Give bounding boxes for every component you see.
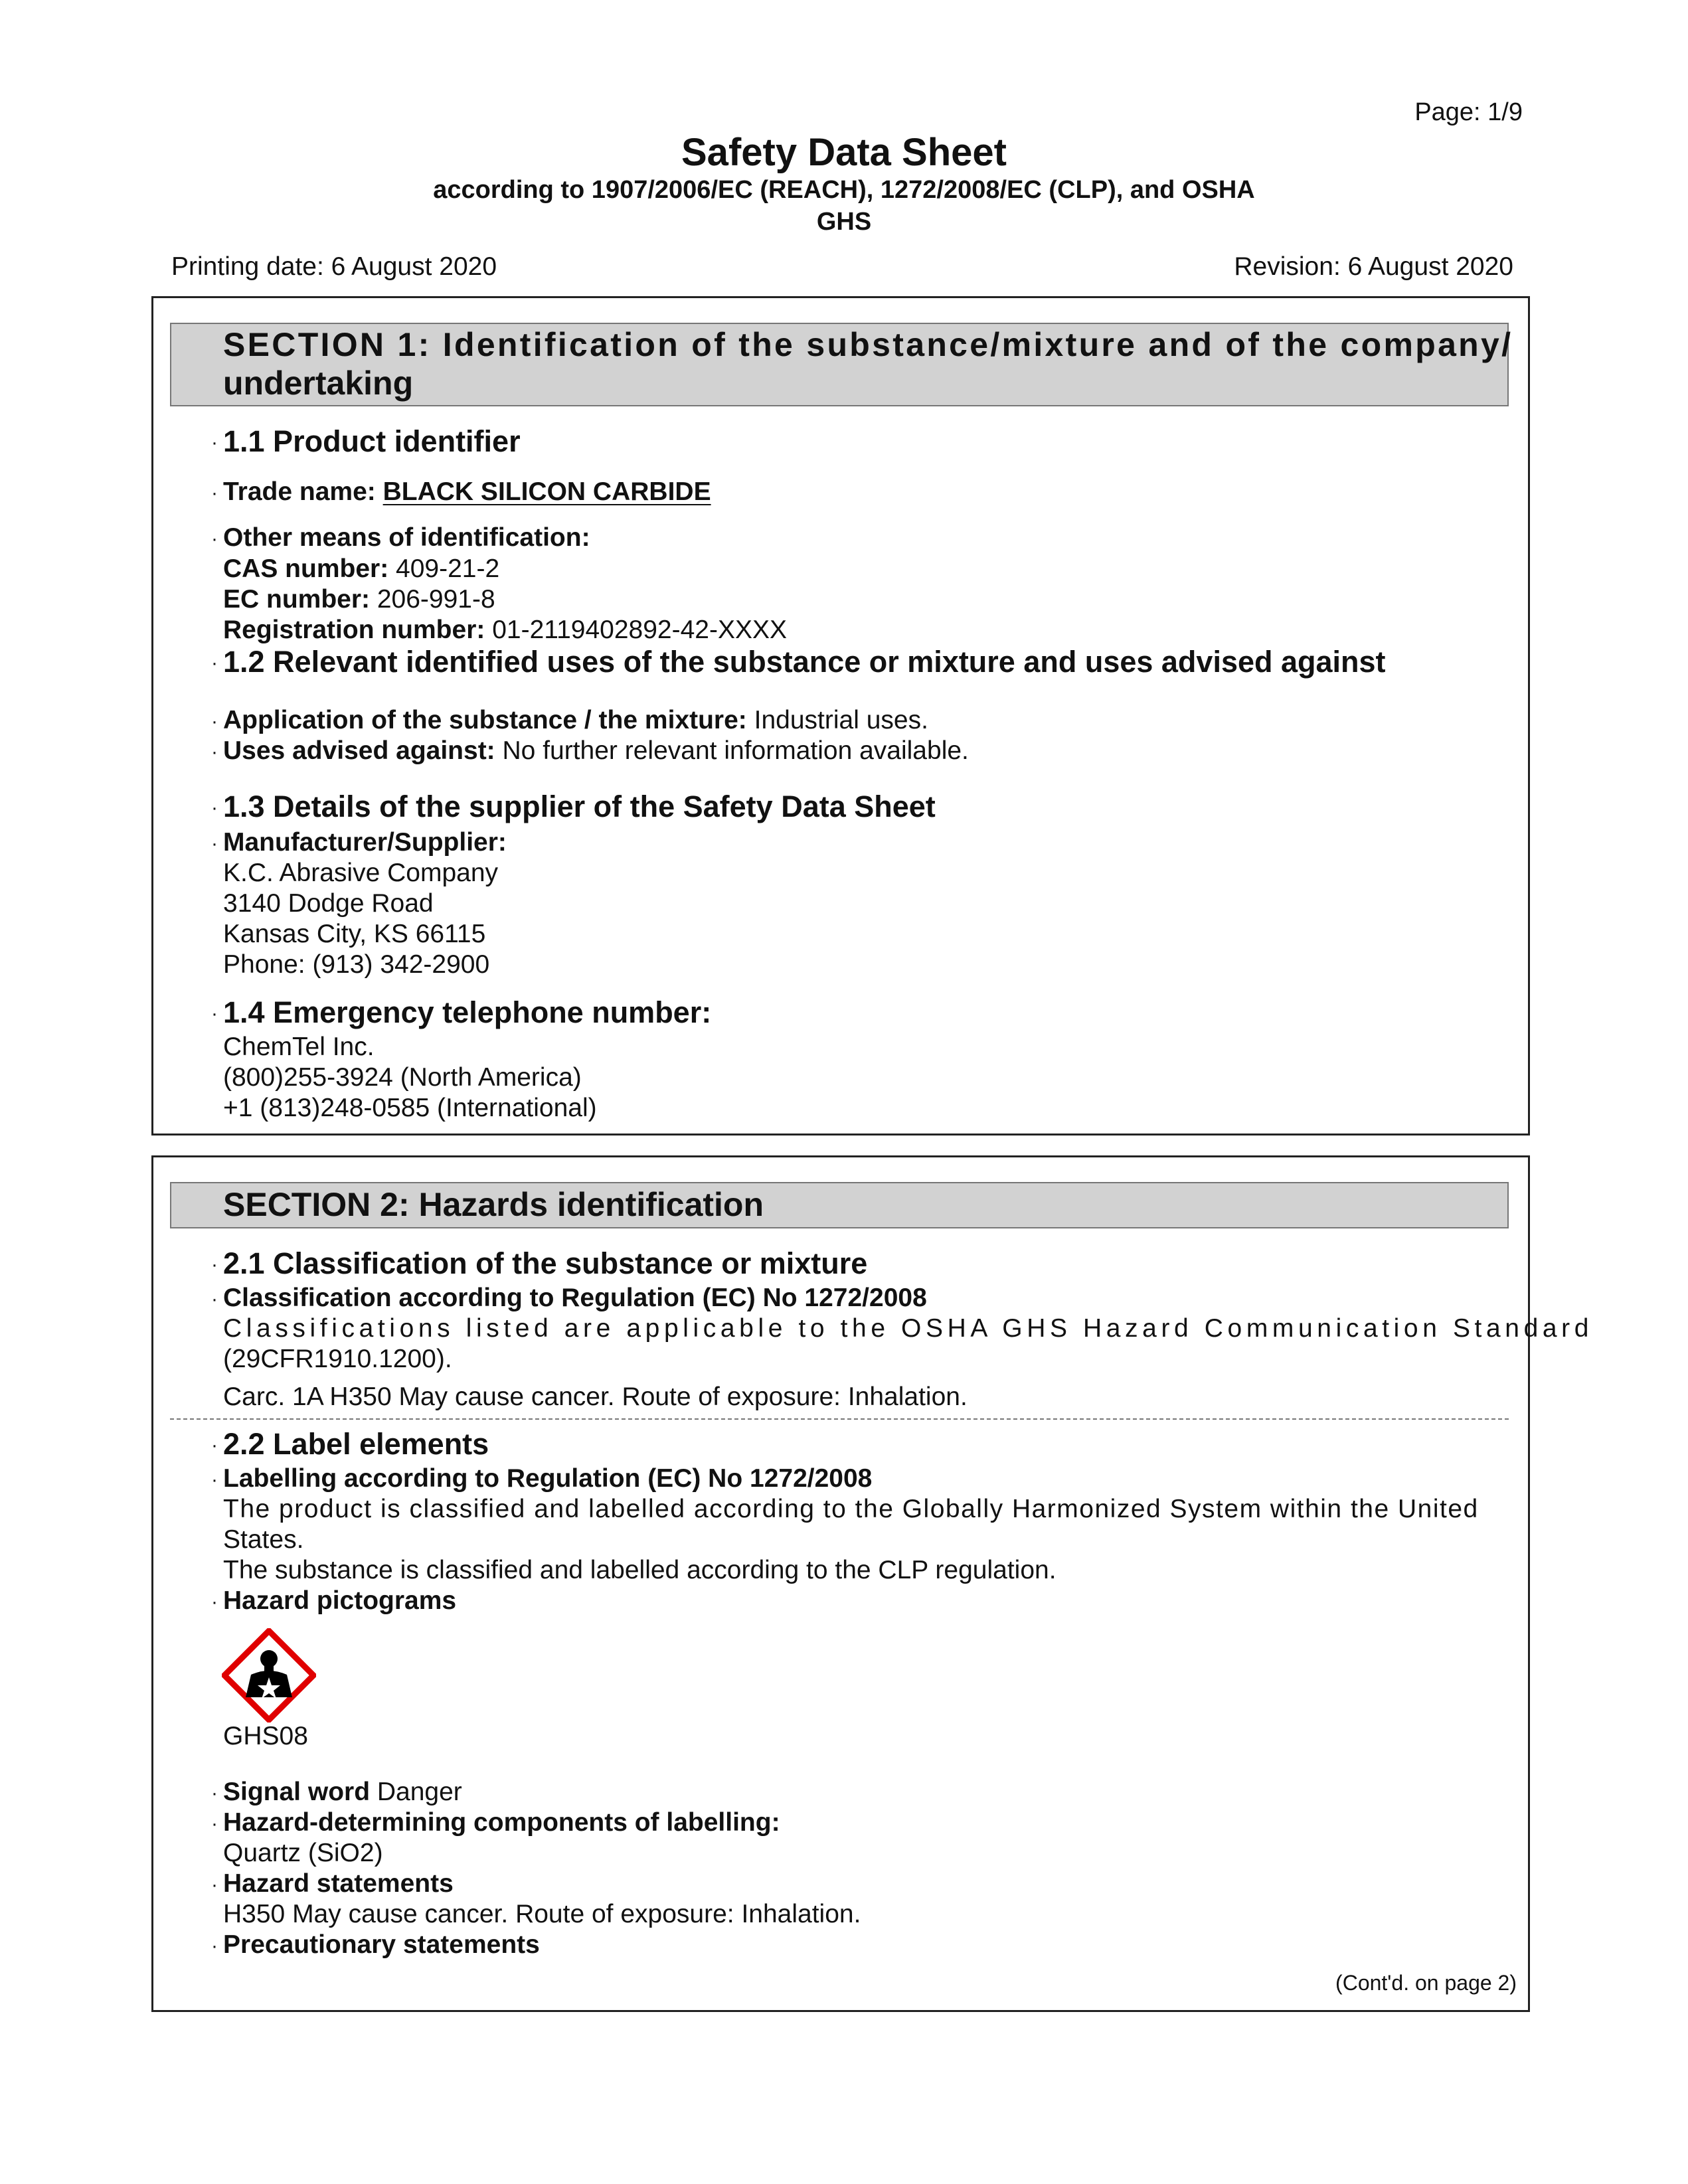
classification-label: Classification according to Regulation (EC) No 1272/2008 [223,1284,927,1312]
uses-advised-label: Uses advised against: [223,736,495,765]
revision-date: Revision: 6 August 2020 [1234,252,1513,281]
bullet-dot: · [211,1874,218,1896]
supplier-line: Kansas City, KS 66115 [223,920,486,948]
signal-word-label: Signal word [223,1778,371,1806]
bullet-dot: · [211,652,218,674]
other-means-label: Other means of identification: [223,523,590,552]
signal-word-row [223,1777,462,1807]
cas-row [223,554,499,584]
supplier-line: K.C. Abrasive Company [223,859,499,887]
document-subtitle [0,174,1688,238]
heading-2-2: 2.2 Label elements [223,1427,489,1461]
signal-word-value: Danger [377,1778,462,1806]
manufacturer-label: Manufacturer/Supplier: [223,828,507,857]
hazard-statements-label: Hazard statements [223,1869,454,1898]
ec-value: 206-991-8 [377,585,495,614]
health-hazard-icon [222,1628,316,1722]
ec-row [223,584,495,615]
bullet-dot: · [211,1003,218,1025]
labelling-line-1: The product is classified and labelled according to the Globally Harmonized System within the United [223,1495,1479,1523]
cas-value: 409-21-2 [396,554,500,583]
application-row [223,705,928,736]
emergency-line: (800)255-3924 (North America) [223,1063,582,1092]
bullet-dot: · [211,1813,218,1835]
emergency-line: ChemTel Inc. [223,1033,375,1061]
components-label: Hazard-determining components of labelling: [223,1808,780,1837]
section-1-title-line-1: SECTION 1: Identification of the substance/mixture and of the company/ [223,326,1513,363]
bullet-dot: · [211,1469,218,1491]
registration-row [223,615,787,645]
subtitle-line-2: GHS [816,208,872,236]
bullet-dot: · [211,797,218,819]
precautionary-label: Precautionary statements [223,1930,540,1959]
section-1-title-line-2: undertaking [223,365,414,402]
heading-2-1: 2.1 Classification of the substance or mixture [223,1246,868,1280]
subtitle-line-1: according to 1907/2006/EC (REACH), 1272/2008/EC (CLP), and OSHA [433,176,1255,204]
bullet-dot: · [211,711,218,732]
document-title: Safety Data Sheet [681,131,1007,174]
printing-date: Printing date: 6 August 2020 [171,252,497,281]
pictogram-code: GHS08 [223,1722,308,1750]
bullet-dot: · [211,1288,218,1310]
page-number: Page: 1/9 [1414,98,1523,126]
application-value: Industrial uses. [754,706,928,734]
bullet-dot: · [211,528,218,550]
labelling-line-3: The substance is classified and labelled according to the CLP regulation. [223,1556,1056,1584]
cas-label: CAS number: [223,554,389,583]
labelling-line-2: States. [223,1525,304,1554]
trade-name-value: BLACK SILICON CARBIDE [382,477,711,506]
uses-advised-value: No further relevant information available. [502,736,969,765]
heading-1-2: 1.2 Relevant identified uses of the substance or mixture and uses advised against [223,645,1386,679]
continued-note: (Cont'd. on page 2) [1335,1971,1517,1995]
trade-name-label: Trade name: [223,477,376,506]
carc-classification: Carc. 1A H350 May cause cancer. Route of exposure: Inhalation. [223,1383,968,1411]
classification-line-1: Classifications listed are applicable to the OSHA GHS Hazard Communication Standard [223,1314,1594,1343]
labelling-label: Labelling according to Regulation (EC) No 1272/2008 [223,1464,873,1493]
bullet-dot: · [211,1434,218,1456]
registration-label: Registration number: [223,616,485,644]
heading-1-4: 1.4 Emergency telephone number: [223,995,712,1029]
section-2-title: SECTION 2: Hazards identification [223,1186,764,1223]
bullet-dot: · [211,1254,218,1276]
heading-1-1: 1.1 Product identifier [223,424,521,458]
bullet-dot: · [211,482,218,504]
bullet-dot: · [211,432,218,454]
pictograms-label: Hazard pictograms [223,1586,457,1615]
supplier-line: Phone: (913) 342-2900 [223,950,490,979]
bullet-dot: · [211,1935,218,1957]
section-divider [170,1418,1509,1420]
supplier-line: 3140 Dodge Road [223,889,434,918]
heading-1-3: 1.3 Details of the supplier of the Safety Data Sheet [223,790,936,823]
bullet-dot: · [211,1591,218,1613]
application-label: Application of the substance / the mixture: [223,706,747,734]
classification-line-2: (29CFR1910.1200). [223,1345,452,1373]
ec-label: EC number: [223,585,371,614]
emergency-line: +1 (813)248-0585 (International) [223,1094,597,1122]
bullet-dot: · [211,1782,218,1804]
components-value: Quartz (SiO2) [223,1839,383,1867]
uses-advised-row [223,736,969,766]
bullet-dot: · [211,833,218,855]
registration-value: 01-2119402892-42-XXXX [492,616,787,644]
trade-name-row [223,477,711,507]
hazard-statements-value: H350 May cause cancer. Route of exposure: Inhalation. [223,1900,861,1928]
bullet-dot: · [211,741,218,763]
